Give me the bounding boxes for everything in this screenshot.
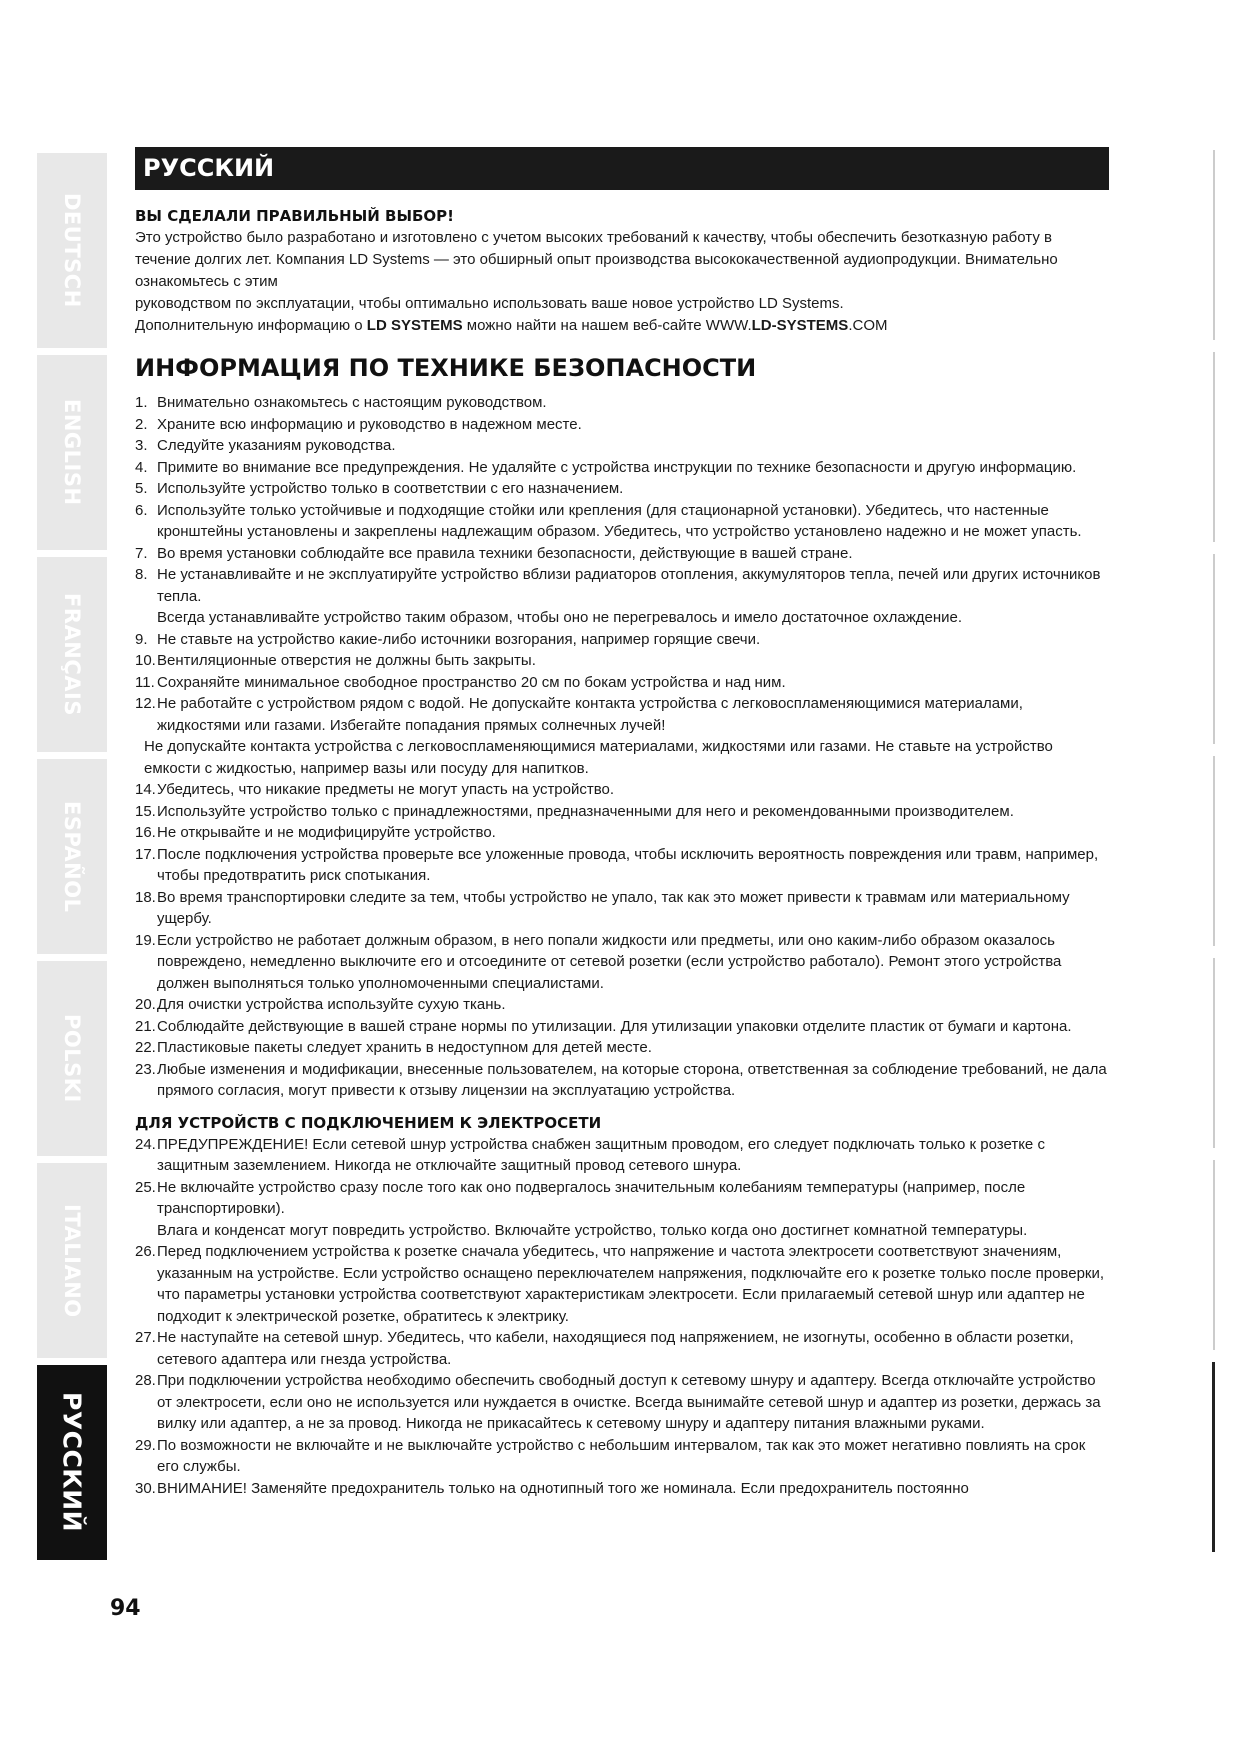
list-item: 14. Убедитесь, что никакие предметы не могут упасть на устройство.: [135, 781, 615, 798]
list-item: 10. Вентиляционные отверстия не должны быть закрыты.: [135, 652, 536, 669]
list-item: 20. Для очистки устройства используйте сухую ткань.: [135, 996, 506, 1013]
thumb-marker-active: [1212, 1362, 1215, 1552]
list-item: 6. Используйте только устойчивые и подходящие стойки или крепления (для стационарной установки). Убедитесь, что настенные кронштейны установлены и закреплены надлежащим образом. Убедитесь, что устройство установлено надежно и не может упасть.: [135, 501, 1082, 540]
tab-francais[interactable]: FRANÇAIS: [37, 557, 107, 752]
thumb-marker: [1213, 756, 1215, 946]
list-item: 23. Любые изменения и модификации, внесенные пользователем, на которые сторона, ответственная за соблюдение требований, не дала прямого согласия, могут привести к отзыву лицензии на эксплуатацию устройства.: [135, 1060, 1107, 1099]
safety-title: ИНФОРМАЦИЯ ПО ТЕХНИКЕ БЕЗОПАСНОСТИ: [135, 354, 757, 382]
intro-website-line: Дополнительную информацию о LD SYSTEMS можно найти на нашем веб-сайте WWW.LD-SYSTEMS.COM: [135, 317, 888, 334]
section-header-bar: [135, 147, 1109, 190]
list-item: 21. Соблюдайте действующие в вашей стране нормы по утилизации. Для утилизации упаковки отделите пластик от бумаги и картона.: [135, 1017, 1072, 1035]
list-item: 19. Если устройство не работает должным образом, в него попали жидкости или предметы, или оно каким-либо образом оказалось повреждено, немедленно выключите его и отсоедините от сетевой розетки (если устройство работало). Ремонт этого устройства должен выполняться только уполномоченными специалистами.: [135, 931, 1062, 992]
tab-deutsch[interactable]: DEUTSCH: [37, 153, 107, 348]
thumb-marker: [1213, 554, 1215, 744]
list-item: 28. При подключении устройства необходимо обеспечить свободный доступ к сетевому шнуру и адаптеру. Всегда отключайте устройство от электросети, если оно не используется или нуждается в очистке. Всегда вынимайте сетевой шнур и адаптер из розетки, держась за вилку или адаптер, а не за провод. Никогда не прикасайтесь к сетевому шнуру и адаптеру питания влажными руками.: [135, 1372, 1101, 1432]
thumb-marker: [1213, 352, 1215, 542]
tab-english[interactable]: ENGLISH: [37, 355, 107, 550]
list-item: 22. Пластиковые пакеты следует хранить в недоступном для детей месте.: [135, 1039, 652, 1056]
intro-heading: ВЫ СДЕЛАЛИ ПРАВИЛЬНЫЙ ВЫБОР!: [135, 207, 455, 225]
list-item: 18. Во время транспортировки следите за тем, чтобы устройство не упало, так как это может привести к травмам или материальному ущербу.: [135, 888, 1070, 927]
list-item: 26. Перед подключением устройства к розетке сначала убедитесь, что напряжение и частота электросети соответствуют значениям, указанным на устройстве. Если устройство оснащено переключателем напряжения, подключайте его к розетке только после проверки, что параметры установки устройства соответствуют характеристикам электросети. Если прилагаемый сетевой шнур или адаптер не подходит к электрической розетке, обратитесь к электрику.: [135, 1243, 1105, 1325]
intro-paragraph: руководством по эксплуатации, чтобы оптимально использовать ваше новое устройство LD Systems.: [135, 295, 844, 312]
intro-paragraph: Это устройство было разработано и изготовлено с учетом высоких требований к качеству, чтобы обеспечить безотказную работу в течение долгих лет. Компания LD Systems — это обширный опыт производства высококачественной аудиопродукции. Внимательно ознакомьтесь с этим: [135, 229, 1058, 290]
tab-espanol[interactable]: ESPAÑOL: [37, 759, 107, 954]
thumb-marker: [1213, 1160, 1215, 1350]
list-item: 12. Не работайте с устройством рядом с водой. Не допускайте контакта устройства с легковоспламеняющимися материалами, жидкостями или газами. Избегайте попадания прямых солнечных лучей!: [135, 695, 1023, 734]
list-item-note: Не допускайте контакта устройства с легковоспламеняющимися материалами, жидкостями или газами. Не ставьте на устройство емкости с жидкостью, например вазы или посуду для напитков.: [144, 738, 1053, 777]
list-item: 25. Не включайте устройство сразу после того как оно подвергалось значительным колебаниям температуры (например, после транспортировки).: [135, 1178, 1026, 1217]
thumb-marker: [1213, 150, 1215, 340]
list-item: 27. Не наступайте на сетевой шнур. Убедитесь, что кабели, находящиеся под напряжением, не изогнуты, особенно в области розетки, сетевого адаптера или гнезда устройства.: [135, 1329, 1074, 1368]
tab-polski[interactable]: POLSKI: [37, 961, 107, 1156]
list-item: 7. Во время установки соблюдайте все правила техники безопасности, действующие в вашей стране.: [135, 544, 853, 562]
list-item: 29. По возможности не включайте и не выключайте устройство с небольшим интервалом, так как это может негативно повлиять на срок его службы.: [135, 1436, 1086, 1475]
header-title: РУССКИЙ: [143, 154, 275, 182]
mains-list: [135, 1134, 1110, 1500]
list-item: 24. ПРЕДУПРЕЖДЕНИЕ! Если сетевой шнур устройства снабжен защитным проводом, его следует подключать только к розетке с защитным заземлением. Никогда не отключайте защитный провод сетевого шнура.: [135, 1135, 1045, 1174]
mains-heading: ДЛЯ УСТРОЙСТВ С ПОДКЛЮЧЕНИЕМ К ЭЛЕКТРОСЕТИ: [135, 1113, 602, 1132]
tab-russian[interactable]: РУССКИЙ: [37, 1365, 107, 1560]
page-number: 94: [110, 1596, 141, 1621]
list-item-note: Влага и конденсат могут повредить устройство. Включайте устройство, только когда оно достигнет комнатной температуры.: [157, 1221, 1028, 1239]
list-item: 3. Следуйте указаниям руководства.: [135, 437, 396, 454]
list-item: 15. Используйте устройство только с принадлежностями, предназначенными для него и рекомендованными производителем.: [135, 802, 1014, 820]
list-item: 1. Внимательно ознакомьтесь с настоящим руководством.: [135, 394, 547, 411]
list-item: 30. ВНИМАНИЕ! Заменяйте предохранитель только на однотипный того же номинала. Если предохранитель постоянно: [135, 1479, 969, 1497]
list-item: 17. После подключения устройства проверьте все уложенные провода, чтобы исключить вероятность повреждения или травм, например, чтобы предотвратить риск спотыкания.: [135, 845, 1099, 884]
list-item: 2. Храните всю информацию и руководство в надежном месте.: [135, 415, 582, 433]
list-item: 9. Не ставьте на устройство какие-либо источники возгорания, например горящие свечи.: [135, 630, 761, 648]
list-item: 11. Сохраняйте минимальное свободное пространство 20 см по бокам устройства и над ним.: [135, 673, 786, 691]
list-item: 16. Не открывайте и не модифицируйте устройство.: [135, 824, 496, 841]
page-content: [135, 205, 1110, 1499]
list-item: 8. Не устанавливайте и не эксплуатируйте устройство вблизи радиаторов отопления, аккумуляторов тепла, печей или других источников тепла.: [135, 566, 1101, 605]
list-item: 5. Используйте устройство только в соответствии с его назначением.: [135, 480, 624, 497]
safety-list: [135, 392, 1110, 1102]
list-item-note: Всегда устанавливайте устройство таким образом, чтобы оно не перегревалось и имело достаточное охлаждение.: [157, 609, 963, 626]
list-item: 4. Примите во внимание все предупреждения. Не удаляйте с устройства инструкции по технике безопасности и другую информацию.: [135, 458, 1077, 476]
tab-italiano[interactable]: ITALIANO: [37, 1163, 107, 1358]
thumb-marker: [1213, 958, 1215, 1148]
